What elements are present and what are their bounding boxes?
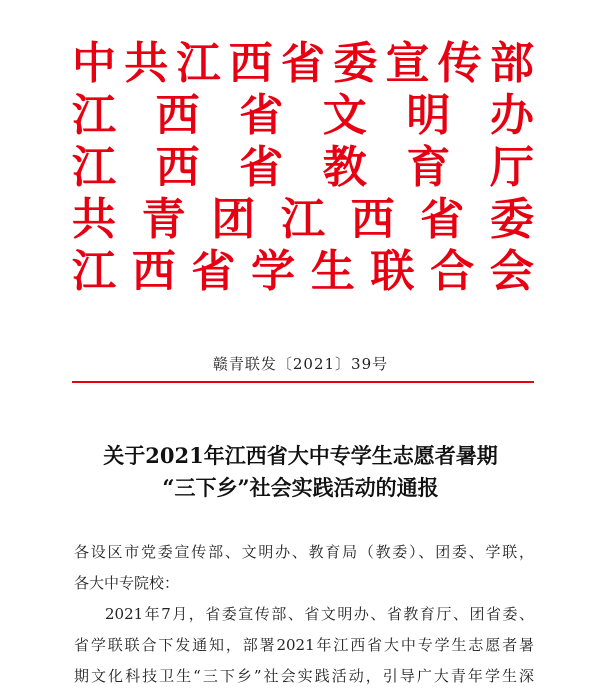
recipients-line: 各大中专院校：: [74, 574, 180, 592]
paragraph-line: 期文化科技卫生“三下乡”社会实践活动，引导广大青年学生深: [74, 667, 534, 685]
issuer-char: 共: [124, 38, 169, 89]
issuer-char: 合: [430, 246, 475, 297]
issuer-char: 西: [155, 90, 200, 141]
title-line-2: “三下乡”社会实践活动的通报: [162, 475, 439, 500]
issuer-char: 西: [350, 194, 395, 245]
issuer-char: 江: [72, 142, 116, 193]
issuer-char: 文: [322, 90, 367, 141]
issuer-char: 江: [176, 38, 221, 89]
issuer-char: 团: [211, 194, 256, 245]
issuer-char: 生: [310, 246, 355, 297]
issuer-char: 省: [239, 90, 284, 141]
document-title: [0, 440, 601, 504]
issuer-char: 西: [131, 246, 176, 297]
recipients-line: 各设区市党委宣传部、文明办、教育局（教委）、团委、学联，: [74, 543, 534, 561]
issuer-char: 省: [239, 142, 284, 193]
issuer-char: 省: [420, 194, 465, 245]
issuer-char: 会: [489, 246, 534, 297]
issuer-char: 中: [72, 38, 116, 89]
issuer-char: 青: [141, 194, 186, 245]
issuer-line: [72, 142, 534, 194]
issuer-line: [72, 246, 534, 298]
issuer-char: 宣: [385, 38, 430, 89]
red-divider: [72, 381, 534, 383]
issuer-char: 省: [191, 246, 236, 297]
title-line-1: 关于2021年江西省大中专学生志愿者暑期: [103, 443, 498, 468]
paragraph-line: 省学联联合下发通知，部署2021年江西省大中专学生志愿者暑: [74, 636, 534, 654]
issuer-char: 西: [228, 38, 273, 89]
paragraph-line: 2021年7月，省委宣传部、省文明办、省教育厅、团省委、: [105, 605, 534, 623]
issuer-line: [72, 194, 534, 246]
issuer-char: 江: [280, 194, 325, 245]
document-body: [74, 537, 534, 692]
issuer-char: 江: [72, 90, 116, 141]
issuer-line: [72, 90, 534, 142]
issuer-char: 部: [490, 38, 534, 89]
issuer-char: 委: [489, 194, 534, 245]
issuer-line: [72, 38, 534, 90]
issuer-char: 办: [489, 90, 534, 141]
issuer-char: 学: [251, 246, 296, 297]
issuer-char: 联: [370, 246, 415, 297]
issuer-char: 育: [406, 142, 451, 193]
issuer-char: 省: [281, 38, 325, 89]
document-number: 赣青联发〔2021〕39号: [212, 355, 389, 373]
issuer-char: 共: [72, 194, 116, 245]
issuer-header: [72, 38, 534, 298]
issuer-char: 委: [333, 38, 378, 89]
issuer-char: 教: [322, 142, 367, 193]
issuer-char: 传: [437, 38, 482, 89]
issuer-char: 明: [406, 90, 451, 141]
issuer-char: 江: [72, 246, 116, 297]
issuer-char: 厅: [489, 142, 534, 193]
issuer-char: 西: [155, 142, 200, 193]
